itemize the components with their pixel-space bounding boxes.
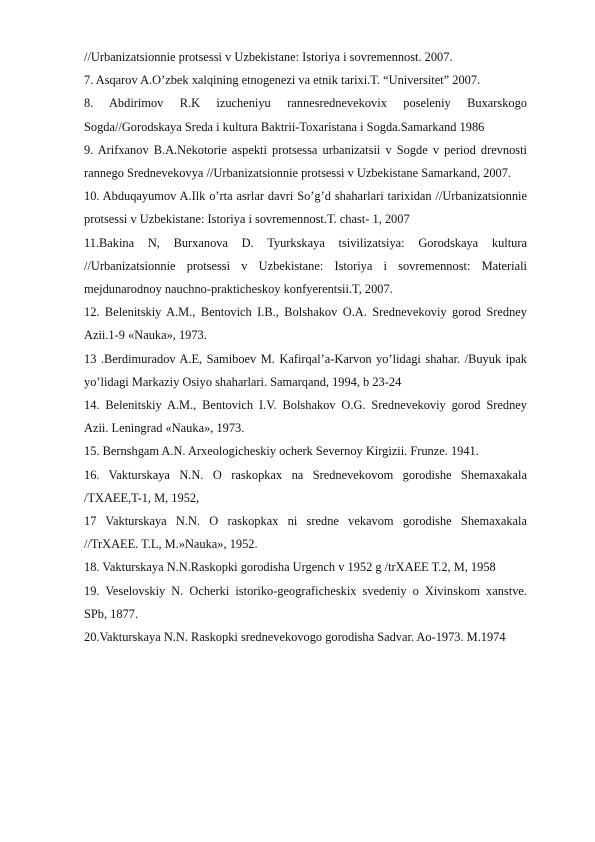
reference-item: //Urbanizatsionnie protsessi v Uzbekistane: Istoriya i sovremennost. 2007.	[84, 50, 453, 64]
reference-item: 7. Asqarov A.O’zbek xalqining etnogenezi va etnik tarixi.T. “Universitet” 2007.	[84, 73, 481, 88]
reference-item: 20.Vakturskaya N.N. Raskopki srednevekovogo gorodisha Sadvar. Ao-1973. M.1974	[84, 630, 506, 645]
reference-item: 11.Bakina N, Burxanova D. Tyurkskaya tsivilizatsiya: Gorodskaya kultura //Urbanizatsionnie protsessi v Uzbekistane: Istoriya i sovremennost: Materiali mejdunarodnoy nauchno-prakticheskoy konfyerentsii.T, 2007.	[84, 235, 527, 297]
reference-item: 13 .Berdimuradov A.E, Samiboev M. Kafirqal’a-Karvon yo’lidagi shahar. /Buyuk ipak yo’lidagi Markaziy Osiyo shaharlari. Samarqand, 1994, b 23-24	[84, 351, 527, 389]
reference-item: 8. Abdirimov R.K izucheniyu rannesrednevekovix poseleniy Buxarskogo Sogda//Gorodskaya Sreda i kultura Baktrii-Toxaristana i Sogda.Samarkand 1986	[84, 96, 527, 134]
reference-item: 10. Abduqayumov A.Ilk o’rta asrlar davri So’g’d shaharlari tarixidan //Urbanizatsionnie protsessi v Uzbekistane: Istoriya i sovremennost.T. chast- 1, 2007	[84, 189, 527, 227]
reference-item: 16. Vakturskaya N.N. O raskopkax na Srednevekovom gorodishe Shemaxakala /TXAEE,T-1, M, 1952,	[84, 467, 527, 505]
reference-item: 12. Belenitskiy A.M., Bentovich I.B., Bolshakov O.A. Srednevekoviy gorod Sredney Azii.1-9 «Nauka», 1973.	[84, 305, 527, 343]
reference-item: 9. Arifxanov B.A.Nekotorie aspekti protsessa urbanizatsii v Sogde v period drevnosti rannego Srednevekovya //Urbanizatsionnie protsessi v Uzbekistane Samarkand, 2007.	[84, 142, 527, 181]
reference-item: 17 Vakturskaya N.N. O raskopkax ni sredne vekavom gorodishe Shemaxakala //TrXAEE. T.L, M.»Nauka», 1952.	[84, 514, 527, 552]
reference-list	[84, 46, 527, 649]
reference-item: 19. Veselovskiy N. Ocherki istoriko-geograficheskix svedeniy o Xivinskom xanstve. SPb, 1877.	[84, 583, 527, 621]
reference-item: 15. Bernshgam A.N. Arxeologicheskiy ocherk Severnoy Kirgizii. Frunze. 1941.	[84, 444, 479, 459]
reference-item: 14. Belenitskiy A.M., Bentovich I.V. Bolshakov O.G. Srednevekoviy gorod Sredney Azii. Leningrad «Nauka», 1973.	[84, 398, 527, 436]
reference-item: 18. Vakturskaya N.N.Raskopki gorodisha Urgench v 1952 g /trXAEE T.2, M, 1958	[84, 560, 496, 575]
